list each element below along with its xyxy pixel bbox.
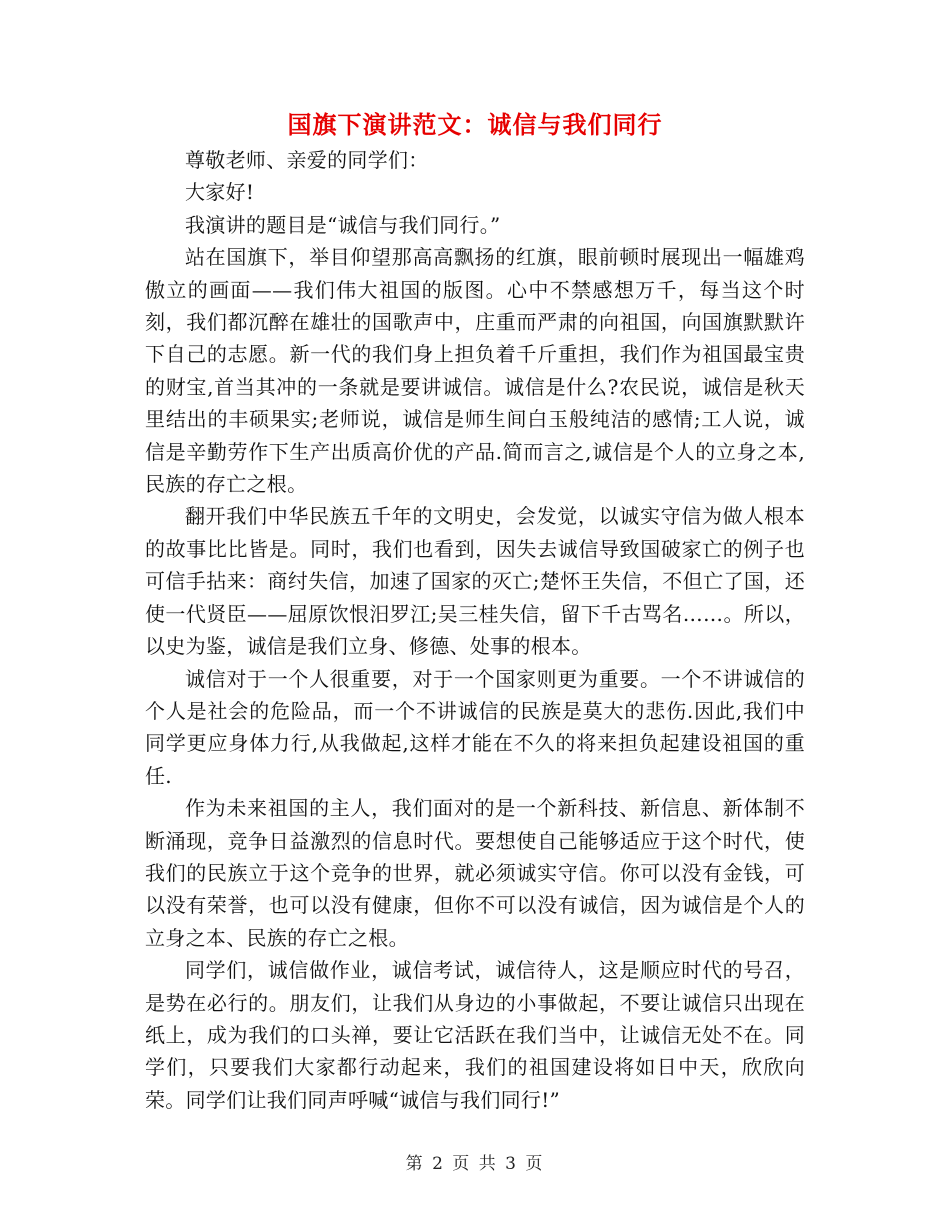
document-title: 国旗下演讲范文：诚信与我们同行 [287,110,663,139]
body-paragraph: 诚信对于一个人很重要，对于一个国家则更为重要。一个不讲诚信的个人是社会的危险品，而一个不讲诚信的民族是莫大的悲伤.因此,我们中同学更应身体力行,从我做起,这样才能在不久的将来担负起建设祖国的重任. [145,666,805,788]
salutation-paragraph: 尊敬老师、亲爱的同学们： [185,148,429,172]
document-body [145,144,805,1116]
closing-paragraph: 同学们，诚信做作业，诚信考试，诚信待人，这是顺应时代的号召，是势在必行的。朋友们，让我们从身边的小事做起，不要让诚信只出现在纸上，成为我们的口头禅，要让它活跃在我们当中，让诚信无处不在。同学们，只要我们大家都行动起来，我们的祖国建设将如日中天，欣欣向荣。同学们让我们同声呼喊“诚信与我们同行!” [145,958,805,1112]
page-number-footer: 第 2 页 共 3 页 [405,1154,545,1174]
topic-paragraph: 我演讲的题目是“诚信与我们同行。” [185,212,501,237]
body-paragraph: 作为未来祖国的主人，我们面对的是一个新科技、新信息、新体制不断涌现，竞争日益激烈的信息时代。要想使自己能够适应于这个时代，使我们的民族立于这个竞争的世界，就必须诚实守信。你可以没有金钱，可以没有荣誉，也可以没有健康，但你不可以没有诚信，因为诚信是个人的立身之本、民族的存亡之根。 [145,796,805,950]
greeting-paragraph: 大家好! [185,180,255,205]
body-paragraph: 翻开我们中华民族五千年的文明史，会发觉，以诚实守信为做人根本的故事比比皆是。同时，我们也看到，因失去诚信导致国破家亡的例子也可信手拈来：商纣失信，加速了国家的灭亡;楚怀王失信，不但亡了国，还使一代贤臣——屈原饮恨汨罗江;吴三桂失信，留下千古骂名……。所以，以史为鉴，诚信是我们立身、修德、处事的根本。 [145,504,805,659]
body-paragraph: 站在国旗下，举目仰望那高高飘扬的红旗，眼前顿时展现出一幅雄鸡傲立的画面——我们伟大祖国的版图。心中不禁感想万千，每当这个时刻，我们都沉醉在雄壮的国歌声中，庄重而严肃的向祖国，向国旗默默许下自己的志愿。新一代的我们身上担负着千斤重担，我们作为祖国最宝贵的财宝,首当其冲的一条就是要讲诚信。诚信是什么?农民说，诚信是秋天里结出的丰硕果实;老师说，诚信是师生间白玉般纯洁的感情;工人说，诚信是辛勤劳作下生产出质高价优的产品.简而言之,诚信是个人的立身之本,民族的存亡之根。 [145,245,805,497]
